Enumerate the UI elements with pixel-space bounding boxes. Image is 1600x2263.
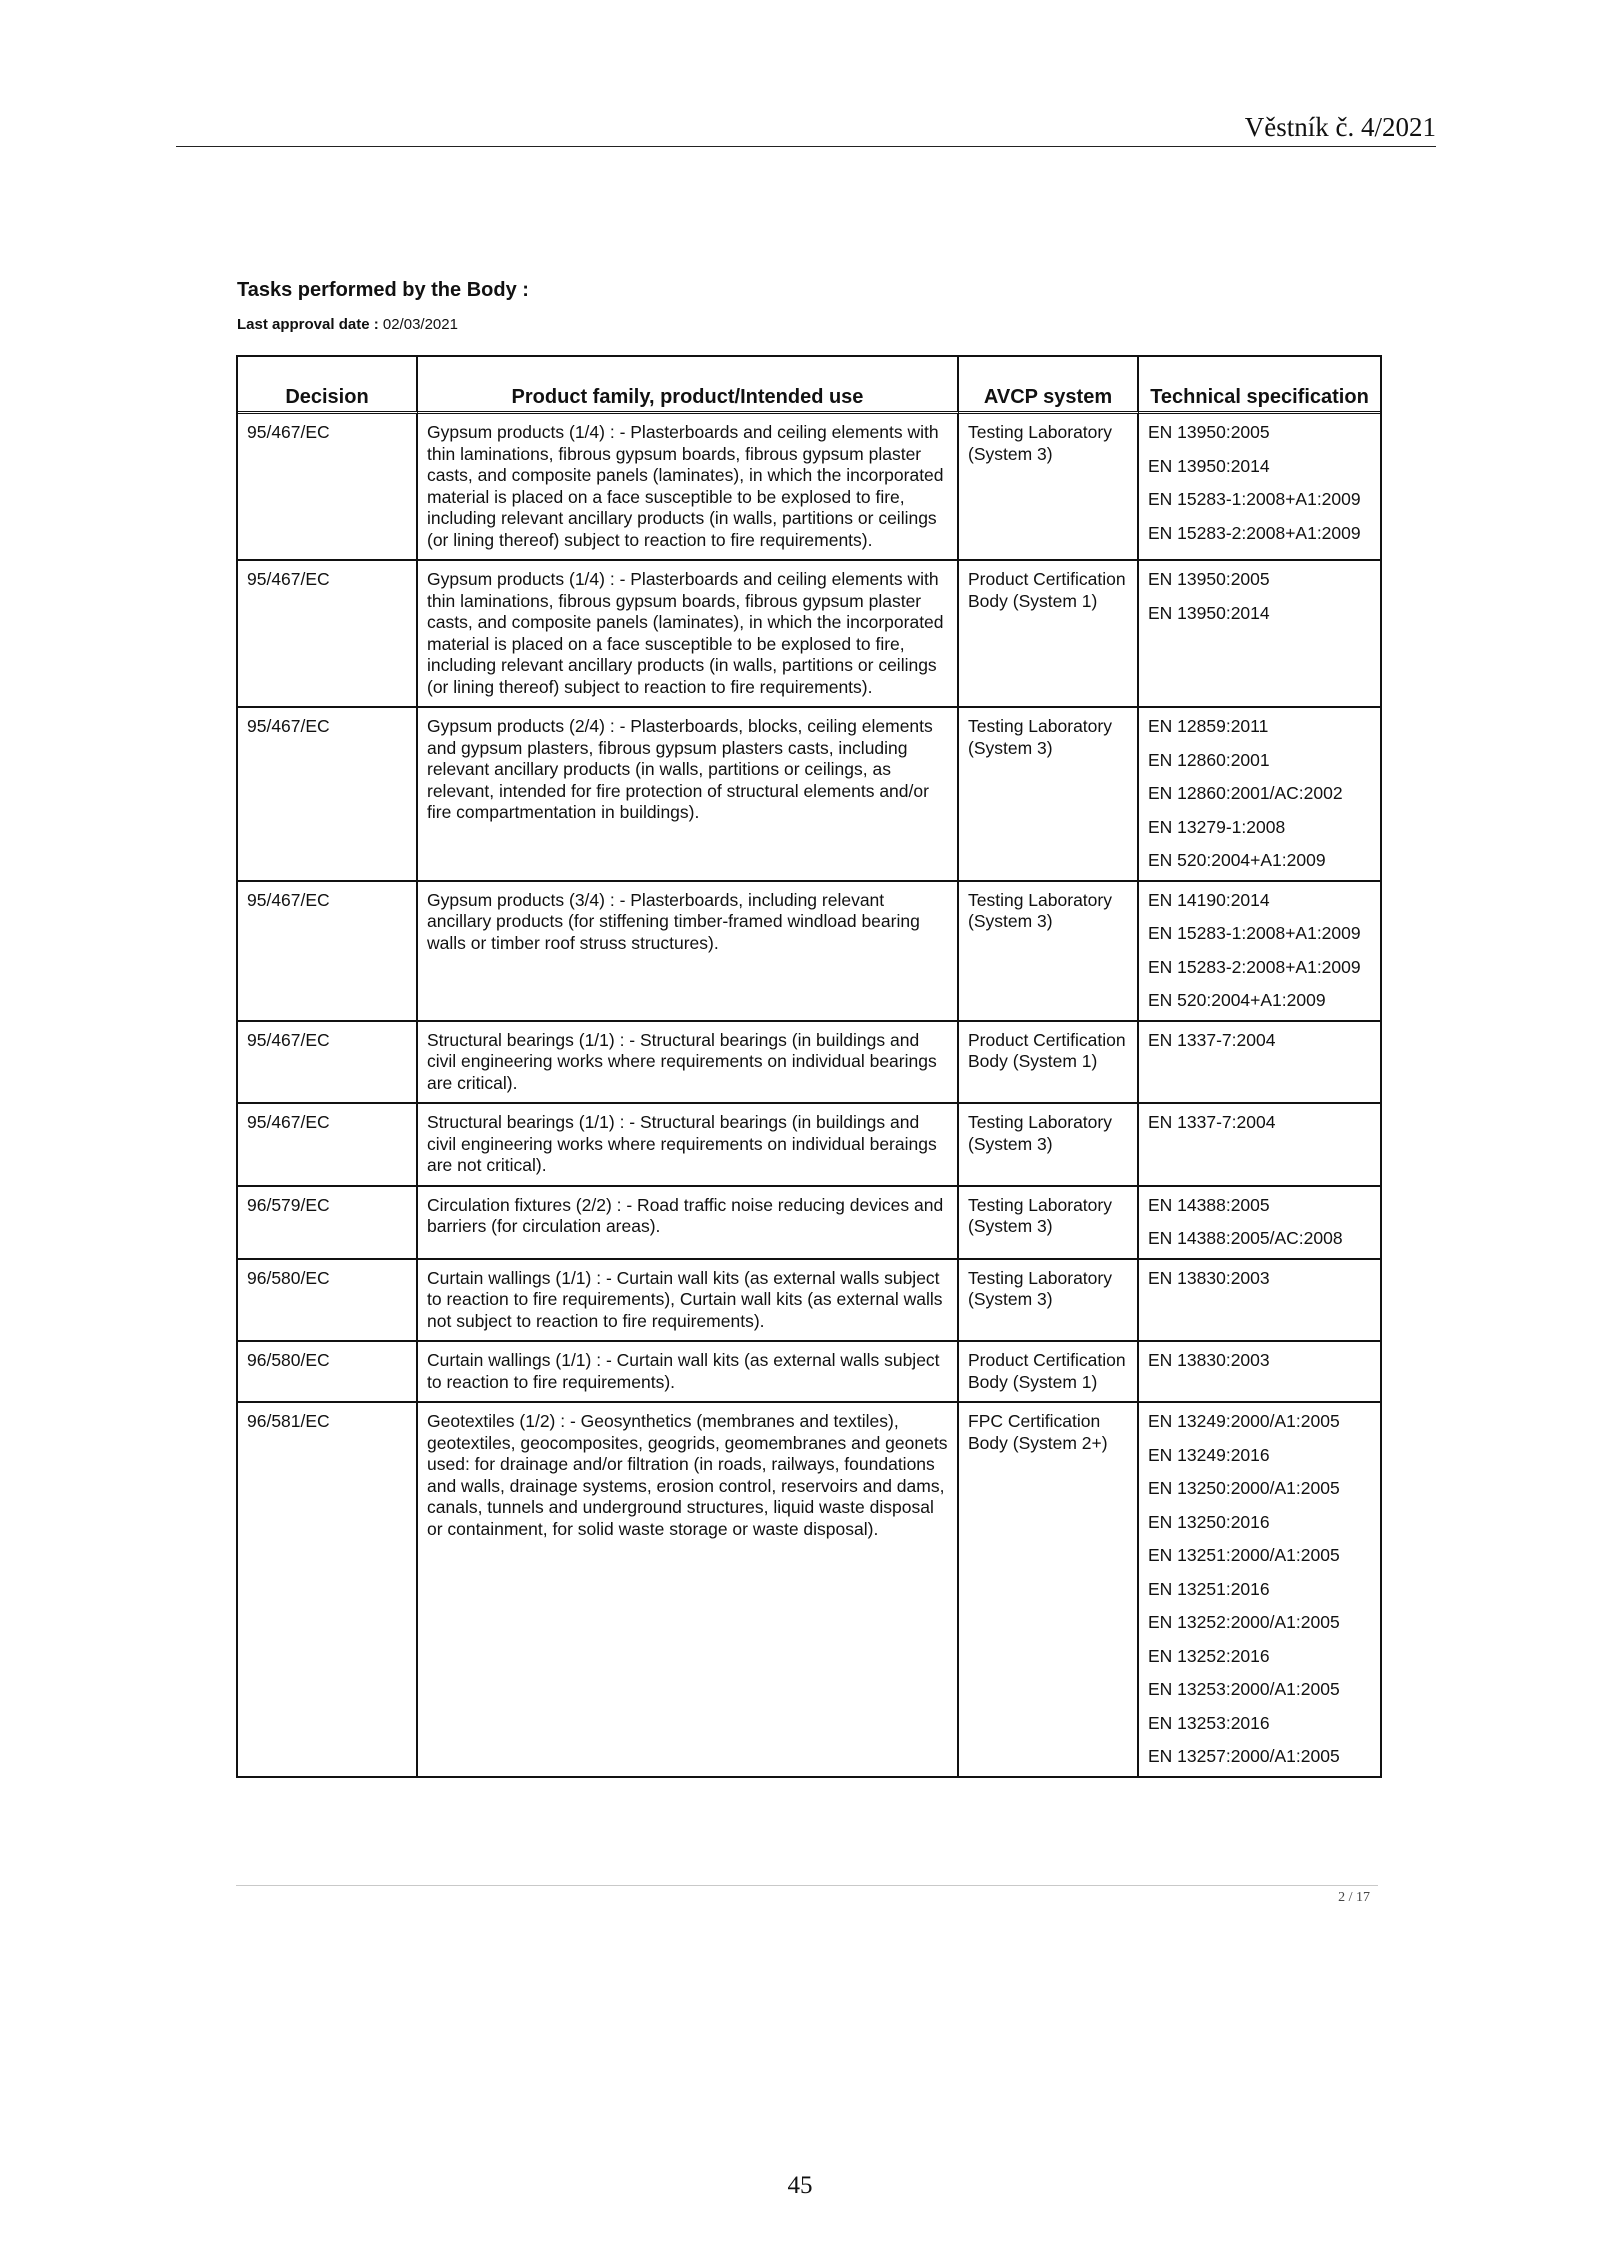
specification-cell (1139, 414, 1380, 559)
specification-item: EN 1337-7:2004 (1148, 1112, 1276, 1132)
table-row (238, 706, 1380, 880)
product-cell: Structural bearings (1/1) : - Structural bearings (in buildings and civil engineering works where requirements on individual bearings are critical). (418, 1020, 959, 1103)
specification-cell (1139, 1340, 1380, 1401)
specification-cell (1139, 1258, 1380, 1341)
specification-item: EN 520:2004+A1:2009 (1148, 990, 1326, 1010)
specification-item: EN 15283-1:2008+A1:2009 (1148, 923, 1361, 943)
specification-item: EN 13249:2000/A1:2005 (1148, 1411, 1340, 1431)
avcp-cell: FPC Certification Body (System 2+) (959, 1401, 1139, 1776)
specification-item: EN 13950:2005 (1148, 422, 1270, 442)
table-row (238, 1258, 1380, 1341)
specification-item: EN 13250:2016 (1148, 1511, 1270, 1532)
specification-item: EN 12860:2001 (1148, 749, 1270, 770)
decision-cell: 95/467/EC (238, 414, 418, 559)
decision-cell: 96/581/EC (238, 1401, 418, 1776)
header-rule (176, 146, 1436, 147)
specification-item: EN 13279-1:2008 (1148, 816, 1286, 837)
decision-cell: 96/580/EC (238, 1258, 418, 1341)
specification-item: EN 13257:2000/A1:2005 (1148, 1746, 1340, 1766)
specification-cell (1139, 1401, 1380, 1776)
avcp-cell: Product Certification Body (System 1) (959, 559, 1139, 706)
specification-item: EN 13950:2005 (1148, 569, 1270, 589)
tasks-table-body (238, 414, 1380, 1776)
decision-cell: 95/467/EC (238, 1102, 418, 1185)
specification-item: EN 13251:2000/A1:2005 (1148, 1545, 1340, 1565)
tasks-table (236, 355, 1382, 1778)
table-row (238, 1340, 1380, 1401)
decision-cell: 96/579/EC (238, 1185, 418, 1258)
approval-date-value: 02/03/2021 (382, 316, 458, 333)
table-row (238, 1020, 1380, 1103)
table-row (238, 1401, 1380, 1776)
product-cell: Gypsum products (2/4) : - Plasterboards, blocks, ceiling elements and gypsum plasters, fibrous gypsum plasters casts, including relevant ancillary products (in walls, partitions or ceilings, as relevant, intended for fire protection of structural elements and/or fire compartmentation in buildings). (418, 706, 959, 880)
avcp-cell: Testing Laboratory (System 3) (959, 414, 1139, 559)
specification-item: EN 13250:2000/A1:2005 (1148, 1478, 1340, 1498)
specification-item: EN 1337-7:2004 (1148, 1029, 1276, 1050)
page-count: 2 / 17 (1338, 1890, 1370, 1905)
specification-cell (1139, 1102, 1380, 1185)
product-cell: Curtain wallings (1/1) : - Curtain wall kits (as external walls subject to reaction to fire requirements), Curtain wall kits (as external walls not subject to reaction to fire requirements). (418, 1258, 959, 1341)
specification-item: EN 13253:2000/A1:2005 (1148, 1679, 1340, 1699)
section-title: Tasks performed by the Body : (237, 279, 529, 301)
specification-item: EN 15283-2:2008+A1:2009 (1148, 522, 1361, 543)
specification-cell (1139, 706, 1380, 880)
avcp-cell: Product Certification Body (System 1) (959, 1020, 1139, 1103)
page-number: 45 (787, 2172, 813, 2199)
journal-header: Věstník č. 4/2021 (1244, 112, 1436, 142)
product-cell: Curtain wallings (1/1) : - Curtain wall kits (as external walls subject to reaction to fire requirements). (418, 1340, 959, 1401)
avcp-cell: Testing Laboratory (System 3) (959, 1102, 1139, 1185)
decision-cell: 95/467/EC (238, 559, 418, 706)
avcp-cell: Testing Laboratory (System 3) (959, 880, 1139, 1020)
specification-item: EN 14190:2014 (1148, 889, 1270, 910)
decision-cell: 96/580/EC (238, 1340, 418, 1401)
avcp-cell: Product Certification Body (System 1) (959, 1340, 1139, 1401)
specification-item: EN 13252:2016 (1148, 1645, 1270, 1666)
table-header-row (238, 357, 1380, 414)
decision-cell: 95/467/EC (238, 1020, 418, 1103)
avcp-cell: Testing Laboratory (System 3) (959, 1258, 1139, 1341)
table-row (238, 559, 1380, 706)
table-row (238, 414, 1380, 559)
avcp-cell: Testing Laboratory (System 3) (959, 1185, 1139, 1258)
footer-rule (236, 1885, 1378, 1886)
specification-item: EN 13950:2014 (1148, 602, 1270, 623)
table-row (238, 1102, 1380, 1185)
product-cell: Structural bearings (1/1) : - Structural bearings (in buildings and civil engineering works where requirements on individual beraings are not critical). (418, 1102, 959, 1185)
specification-item: EN 13830:2003 (1148, 1350, 1270, 1370)
column-header-specification: Technical specification (1139, 357, 1380, 414)
product-cell: Gypsum products (1/4) : - Plasterboards and ceiling elements with thin laminations, fibrous gypsum boards, fibrous gypsum plaster casts, and composite panels (laminates), in which the incorporated material is placed on a face susceptible to be explosed to fire, including relevant ancillary products (in walls, partitions or ceilings (or lining thereof) subject to reaction to fire requirements). (418, 559, 959, 706)
specification-item: EN 15283-2:2008+A1:2009 (1148, 956, 1361, 977)
specification-item: EN 13253:2016 (1148, 1712, 1270, 1733)
product-cell: Gypsum products (1/4) : - Plasterboards and ceiling elements with thin laminations, fibrous gypsum boards, fibrous gypsum plaster casts, and composite panels (laminates), in which the incorporated material is placed on a face susceptible to be explosed to fire, including relevant ancillary products (in walls, partitions or ceilings (or lining thereof) subject to reaction to fire requirements). (418, 414, 959, 559)
specification-item: EN 12859:2011 (1148, 716, 1269, 736)
table-row (238, 1185, 1380, 1258)
specification-cell (1139, 1020, 1380, 1103)
specification-cell (1139, 880, 1380, 1020)
specification-item: EN 13251:2016 (1148, 1578, 1270, 1599)
specification-cell (1139, 559, 1380, 706)
specification-item: EN 13252:2000/A1:2005 (1148, 1612, 1340, 1632)
column-header-avcp: AVCP system (959, 357, 1139, 414)
specification-item: EN 14388:2005/AC:2008 (1148, 1228, 1343, 1248)
specification-item: EN 520:2004+A1:2009 (1148, 850, 1326, 870)
table-row (238, 880, 1380, 1020)
specification-item: EN 14388:2005 (1148, 1194, 1270, 1215)
specification-item: EN 13249:2016 (1148, 1444, 1270, 1465)
specification-item: EN 13830:2003 (1148, 1267, 1270, 1288)
specification-item: EN 13950:2014 (1148, 455, 1270, 476)
approval-date-label: Last approval date : (237, 316, 379, 333)
specification-cell (1139, 1185, 1380, 1258)
decision-cell: 95/467/EC (238, 706, 418, 880)
product-cell: Gypsum products (3/4) : - Plasterboards, including relevant ancillary products (for stiffening timber-framed windload bearing walls or timber roof struss structures). (418, 880, 959, 1020)
product-cell: Geotextiles (1/2) : - Geosynthetics (membranes and textiles), geotextiles, geocomposites, geogrids, geomembranes and geonets used: for drainage and/or filtration (in roads, railways, foundations and walls, drainage systems, erosion control, reservoirs and dams, canals, tunnels and underground structures, liquid waste disposal or containment, for solid waste storage or waste disposal). (418, 1401, 959, 1776)
specification-item: EN 12860:2001/AC:2002 (1148, 783, 1343, 803)
avcp-cell: Testing Laboratory (System 3) (959, 706, 1139, 880)
tasks-table-wrapper (236, 355, 1382, 1778)
column-header-decision: Decision (238, 357, 418, 414)
decision-cell: 95/467/EC (238, 880, 418, 1020)
product-cell: Circulation fixtures (2/2) : - Road traffic noise reducing devices and barriers (for circulation areas). (418, 1185, 959, 1258)
specification-item: EN 15283-1:2008+A1:2009 (1148, 489, 1361, 509)
column-header-product: Product family, product/Intended use (418, 357, 959, 414)
approval-date-line (237, 316, 458, 333)
